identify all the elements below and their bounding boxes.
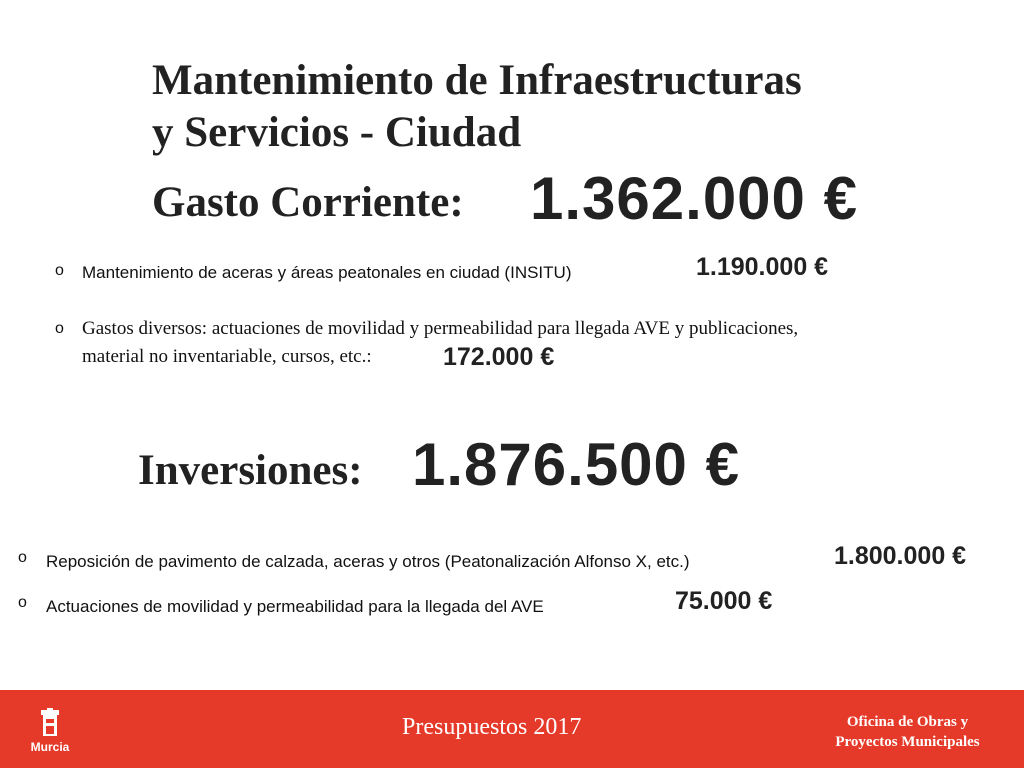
footer-bar xyxy=(0,690,1024,768)
gasto-corriente-amount: 1.362.000 € xyxy=(530,165,858,232)
footer-office-line-1: Oficina de Obras y xyxy=(846,714,969,730)
bullet-marker: o xyxy=(55,262,64,279)
list-item-amount: 1.800.000 € xyxy=(834,542,967,570)
title-line-1: Mantenimiento de Infraestructuras xyxy=(152,57,802,104)
bullet-marker: o xyxy=(18,549,27,566)
inversiones-label: Inversiones: xyxy=(138,447,363,494)
inversiones-heading xyxy=(138,430,938,510)
list-item-text: Mantenimiento de aceras y áreas peatonales en ciudad (INSITU) xyxy=(82,263,572,282)
list-item-amount: 172.000 € xyxy=(443,343,555,371)
footer-office xyxy=(805,712,1010,752)
footer-title: Presupuestos 2017 xyxy=(402,714,582,740)
list-item-text: Gastos diversos: actuaciones de movilidad y permeabilidad para llegada AVE y publicaciones, xyxy=(82,318,799,339)
title-line-2: y Servicios - Ciudad xyxy=(152,109,522,156)
bullet-marker: o xyxy=(55,320,64,337)
murcia-logo xyxy=(24,708,76,756)
bullet-marker: o xyxy=(18,594,27,611)
slide-title xyxy=(152,55,972,159)
list-item-amount: 1.190.000 € xyxy=(696,253,829,281)
list-item-text-continued: material no inventariable, cursos, etc.: xyxy=(82,346,372,367)
list-item-text: Actuaciones de movilidad y permeabilidad para la llegada del AVE xyxy=(46,597,544,616)
gasto-corriente-label: Gasto Corriente: xyxy=(152,179,464,226)
logo-text: Murcia xyxy=(30,740,70,754)
list-item-text: Reposición de pavimento de calzada, aceras y otros (Peatonalización Alfonso X, etc.) xyxy=(46,552,690,571)
footer-office-line-2: Proyectos Municipales xyxy=(835,734,980,750)
city-crown-icon xyxy=(24,708,76,740)
list-item-amount: 75.000 € xyxy=(675,587,773,615)
gasto-corriente-heading xyxy=(152,162,972,238)
inversiones-amount: 1.876.500 € xyxy=(412,431,740,498)
